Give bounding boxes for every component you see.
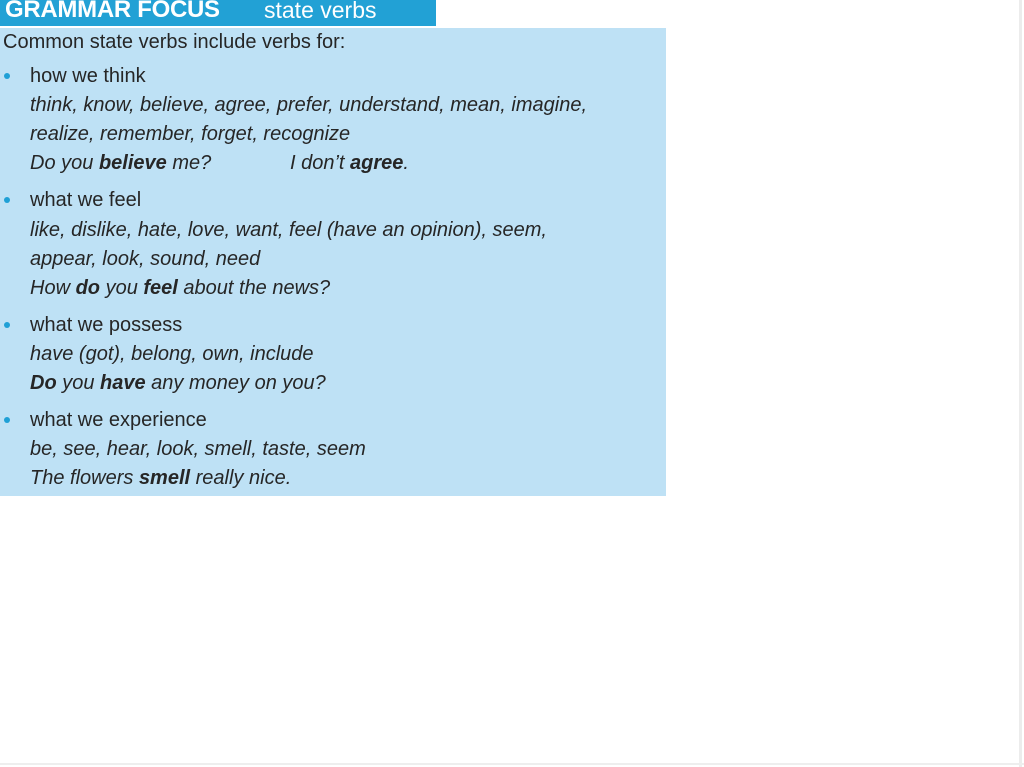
grammar-focus-header — [0, 0, 436, 26]
example-part: me? — [166, 152, 212, 174]
intro-text: Common state verbs include verbs for: — [3, 31, 346, 53]
bullet-icon — [4, 197, 10, 203]
example-verb: Do — [30, 372, 57, 394]
example-sentence — [30, 276, 330, 300]
example-verb: feel — [143, 277, 178, 299]
example-part: I don’t — [290, 152, 351, 174]
example-part: How — [30, 277, 76, 299]
bullet-icon — [4, 73, 10, 79]
header-title: GRAMMAR FOCUS — [5, 0, 220, 23]
slide-edge — [0, 763, 1024, 765]
section-heading: how we think — [30, 65, 146, 87]
verbs-list: be, see, hear, look, smell, taste, seem — [30, 438, 366, 460]
verbs-list: realize, remember, forget, recognize — [30, 123, 351, 145]
example-sentence — [290, 151, 409, 175]
example-part: you — [100, 277, 144, 299]
verbs-list: think, know, believe, agree, prefer, understand, mean, imagine, — [30, 94, 588, 116]
section-heading: what we experience — [30, 409, 207, 431]
example-part: . — [403, 152, 409, 174]
example-part: The flowers — [30, 467, 139, 489]
example-sentence — [30, 151, 211, 175]
section-heading: what we feel — [30, 189, 142, 211]
bullet-icon — [4, 322, 10, 328]
header-subtitle: state verbs — [264, 0, 377, 23]
example-verb: believe — [98, 152, 167, 174]
example-verb: have — [100, 372, 146, 394]
example-part: you — [56, 372, 101, 394]
example-sentence — [30, 371, 326, 395]
example-part: really nice. — [190, 467, 292, 489]
example-part: about the news? — [177, 277, 331, 299]
grammar-box — [0, 28, 666, 496]
example-part: Do you — [30, 152, 99, 174]
example-verb: agree — [350, 152, 404, 174]
slide-edge — [1019, 0, 1022, 767]
example-verb: do — [75, 277, 101, 299]
example-sentence — [30, 466, 291, 490]
verbs-list: appear, look, sound, need — [30, 248, 261, 270]
example-verb: smell — [138, 467, 191, 489]
verbs-list: like, dislike, hate, love, want, feel (have an opinion), seem, — [30, 219, 547, 241]
section-heading: what we possess — [30, 314, 183, 336]
example-part: any money on you? — [145, 372, 326, 394]
verbs-list: have (got), belong, own, include — [30, 343, 314, 365]
bullet-icon — [4, 417, 10, 423]
